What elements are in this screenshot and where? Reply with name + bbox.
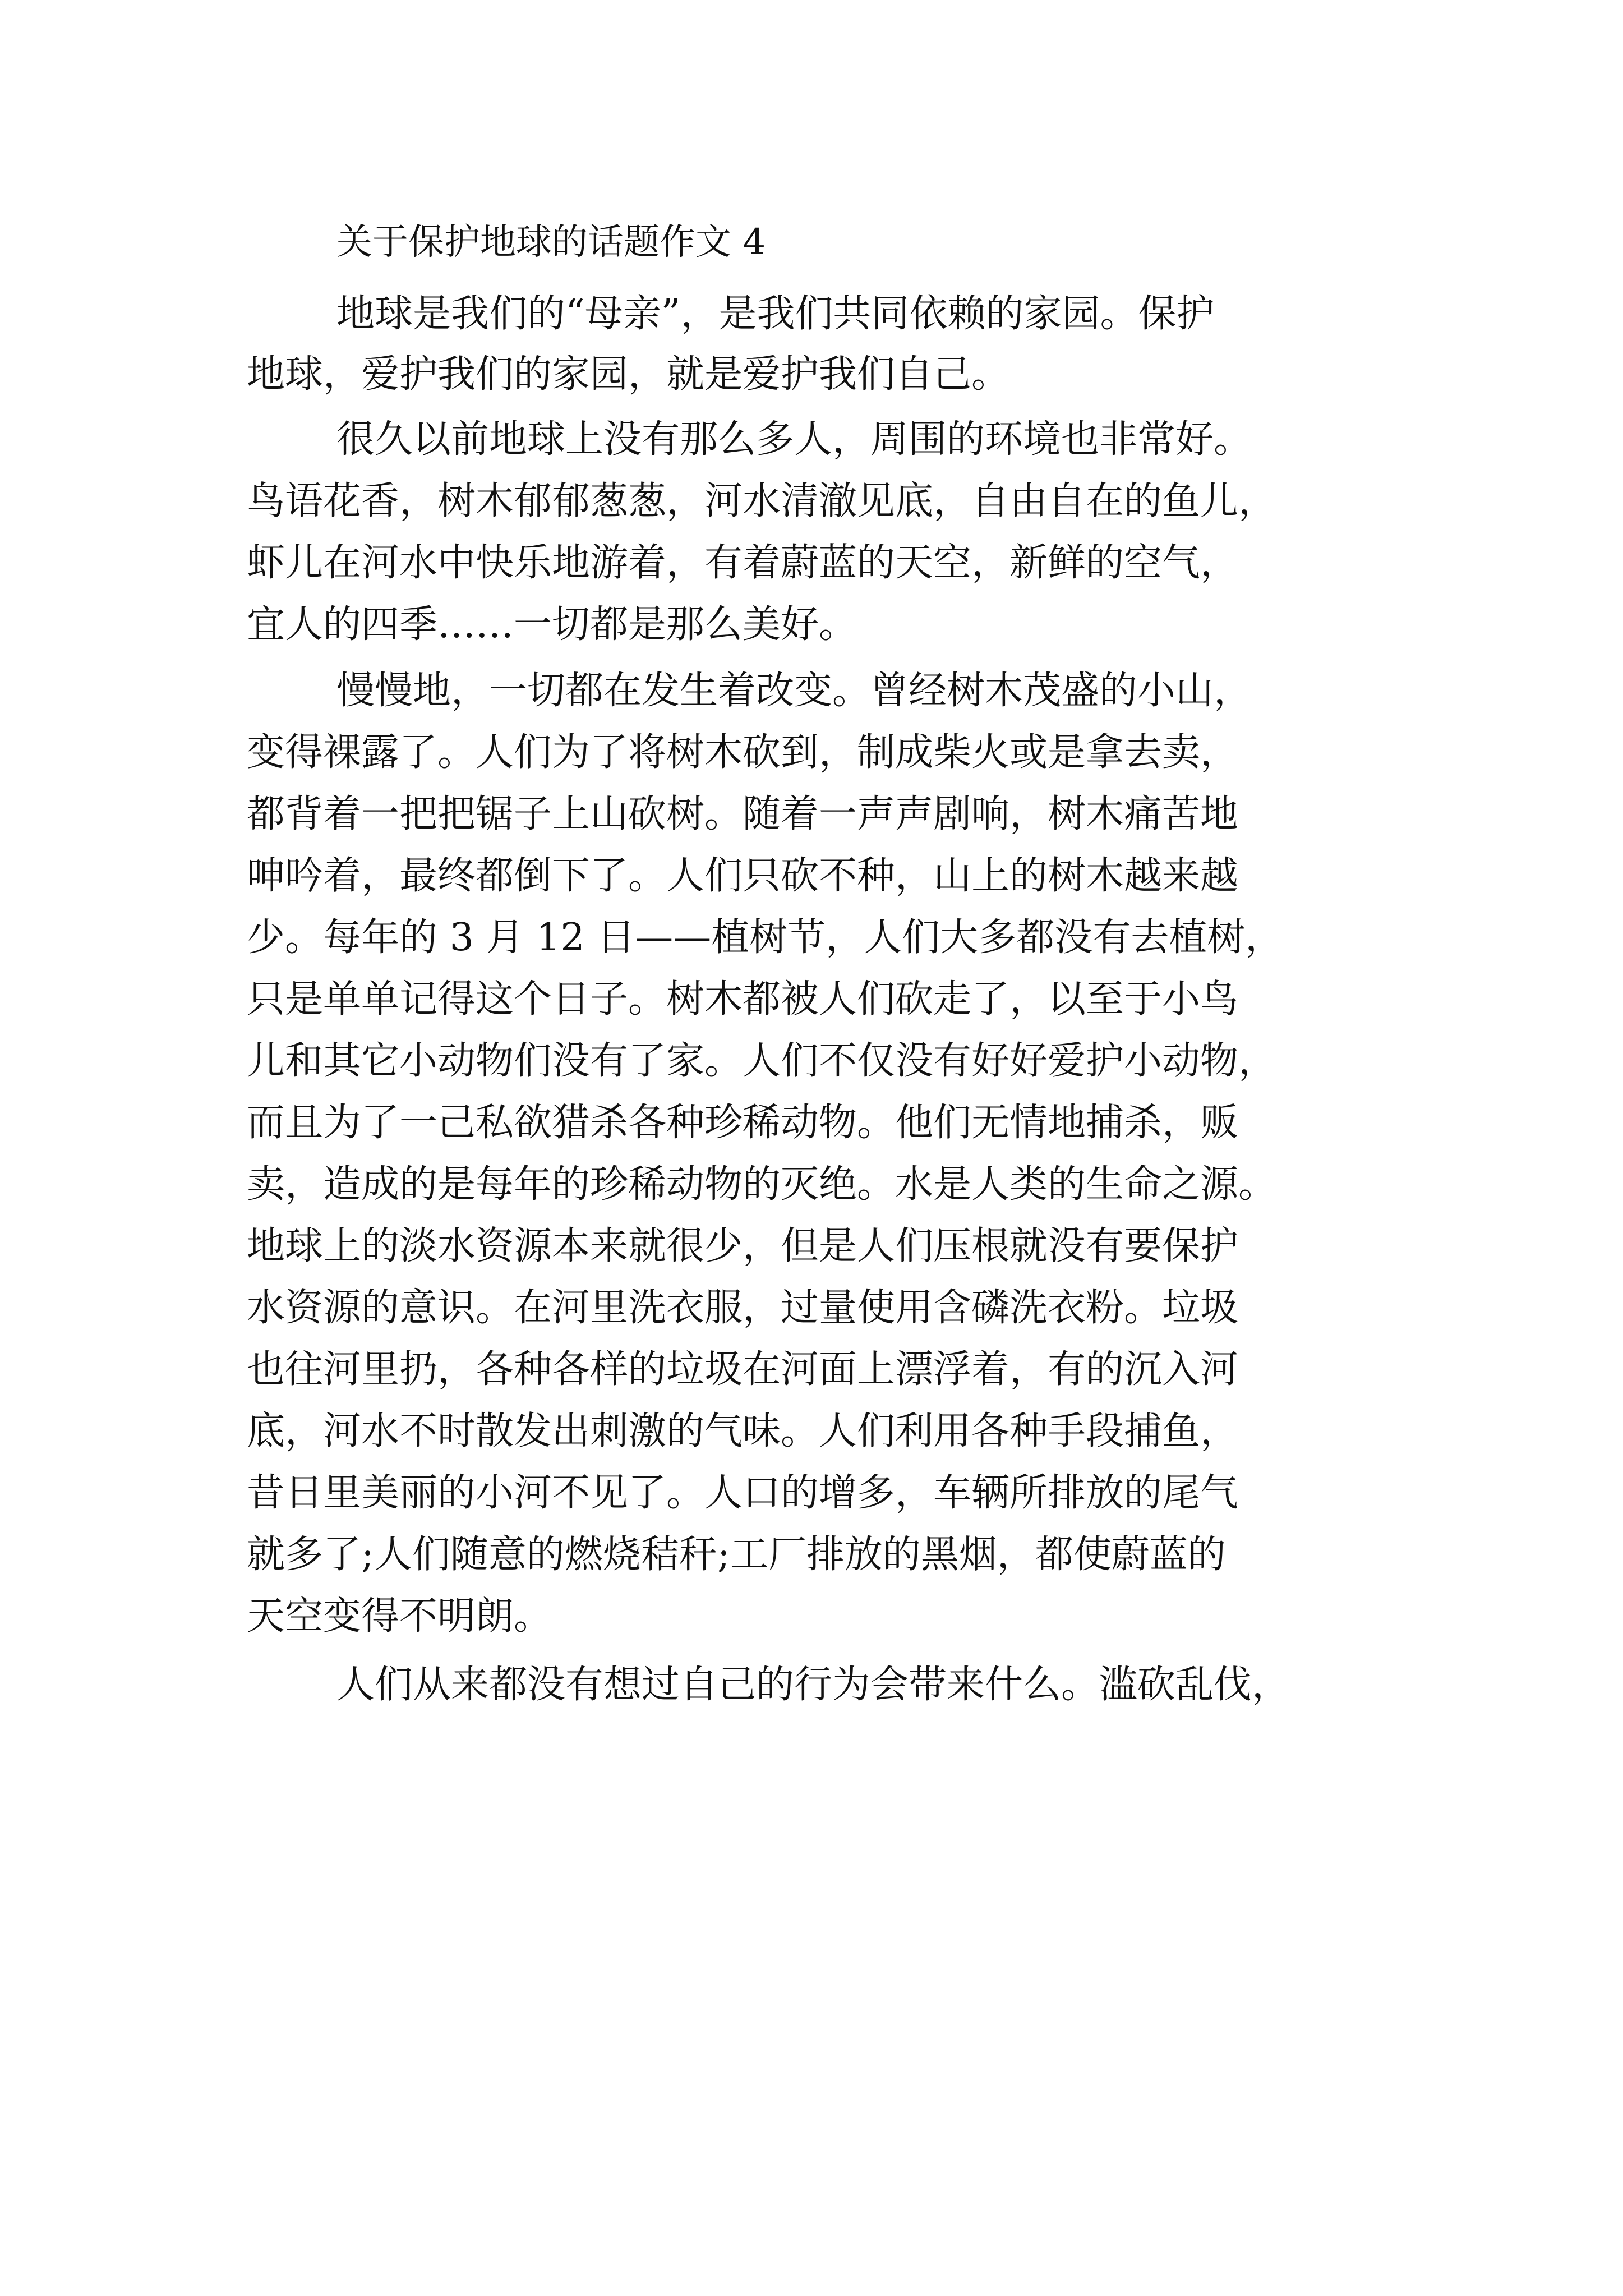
paragraph-line: 就多了;人们随意的燃烧秸秆;工厂排放的黑烟，都使蔚蓝的 xyxy=(247,1533,1226,1577)
paragraph-line: 变得裸露了。人们为了将树木砍到，制成柴火或是拿去卖， xyxy=(247,730,1239,775)
paragraph-line: 人们从来都没有想过自己的行为会带来什么。滥砍乱伐， xyxy=(336,1663,1290,1707)
paragraph-line: 都背着一把把锯子上山砍树。随着一声声剧响，树木痛苦地 xyxy=(247,792,1239,836)
paragraph-line: 很久以前地球上没有那么多人，周围的环境也非常好。 xyxy=(336,417,1252,462)
paragraph-line: 水资源的意识。在河里洗衣服，过量使用含磷洗衣粉。垃圾 xyxy=(247,1286,1239,1330)
paragraph-line: 昔日里美丽的小河不见了。人口的增多，车辆所排放的尾气 xyxy=(247,1471,1239,1515)
paragraph-line: 宜人的四季……一切都是那么美好。 xyxy=(247,602,857,647)
paragraph-line: 呻吟着，最终都倒下了。人们只砍不种，山上的树木越来越 xyxy=(247,854,1239,898)
paragraph-line: 儿和其它小动物们没有了家。人们不仅没有好好爱护小动物， xyxy=(247,1039,1277,1083)
paragraph-line: 地球，爱护我们的家园，就是爱护我们自己。 xyxy=(247,352,1010,397)
paragraph-line: 少。每年的 3 月 12 日——植树节，人们大多都没有去植树， xyxy=(247,915,1284,960)
essay-title: 关于保护地球的话题作文 4 xyxy=(336,222,766,263)
paragraph-line: 地球上的淡水资源本来就很少，但是人们压根就没有要保护 xyxy=(247,1224,1239,1268)
paragraph-line: 卖，造成的是每年的珍稀动物的灭绝。水是人类的生命之源。 xyxy=(247,1162,1277,1207)
paragraph-line: 底，河水不时散发出刺激的气味。人们利用各种手段捕鱼， xyxy=(247,1409,1239,1453)
paragraph-line: 只是单单记得这个日子。树木都被人们砍走了，以至于小鸟 xyxy=(247,977,1239,1022)
paragraph-line: 也往河里扔，各种各样的垃圾在河面上漂浮着，有的沉入河 xyxy=(247,1347,1239,1392)
paragraph-line: 虾儿在河水中快乐地游着，有着蔚蓝的天空，新鲜的空气， xyxy=(247,541,1239,585)
paragraph-line: 地球是我们的“母亲”，是我们共同依赖的家园。保护 xyxy=(336,292,1215,336)
paragraph-line: 慢慢地，一切都在发生着改变。曾经树木茂盛的小山， xyxy=(336,669,1252,713)
paragraph-line: 天空变得不明朗。 xyxy=(247,1594,552,1639)
paragraph-line: 鸟语花香，树木郁郁葱葱，河水清澈见底，自由自在的鱼儿， xyxy=(247,479,1277,523)
paragraph-line: 而且为了一己私欲猎杀各种珍稀动物。他们无情地捕杀，贩 xyxy=(247,1101,1239,1145)
